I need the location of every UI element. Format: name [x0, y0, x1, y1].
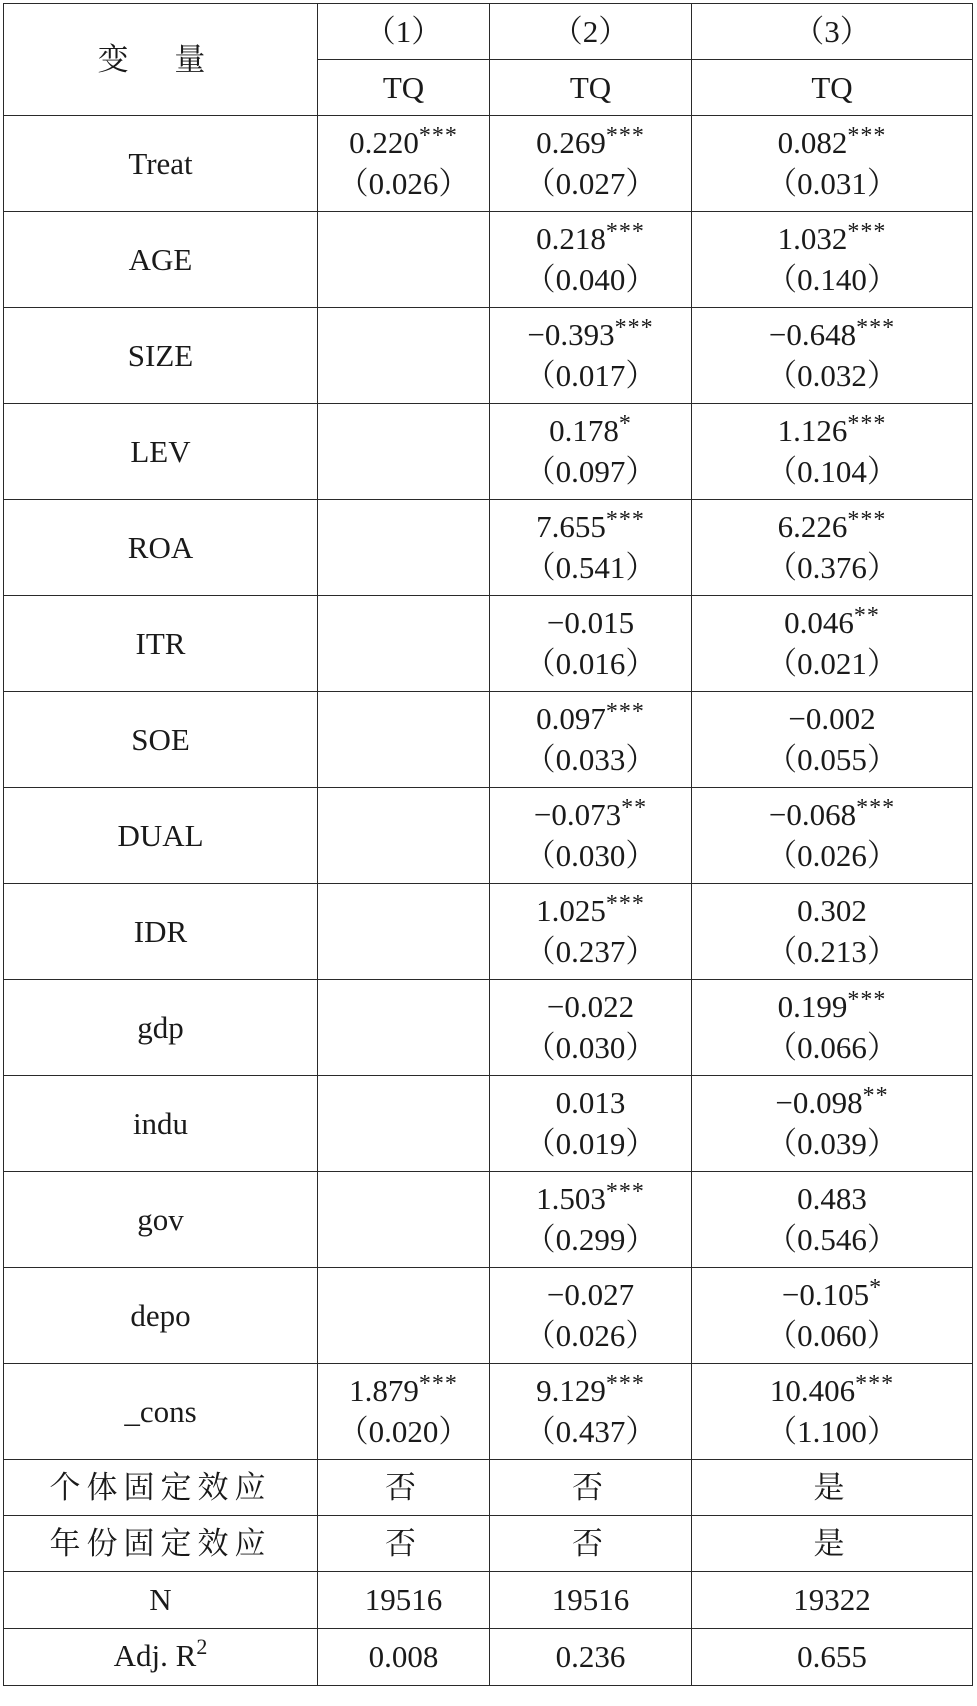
- variable-name: AGE: [4, 212, 318, 308]
- coefficient: [490, 1276, 691, 1317]
- coefficient-cell: [692, 884, 973, 980]
- adj-r2-label-cell: [4, 1629, 318, 1686]
- significance-stars: ***: [847, 123, 887, 149]
- coefficient: [318, 124, 489, 165]
- table-row: [4, 212, 973, 308]
- variable-name: SOE: [4, 692, 318, 788]
- standard-error: （0.546）: [766, 1222, 898, 1257]
- coefficient: [318, 1372, 489, 1413]
- coefficient-value: 6.226: [777, 509, 848, 544]
- coefficient: [692, 988, 972, 1029]
- variable-header: 变 量: [4, 4, 318, 116]
- coefficient: [490, 316, 691, 357]
- coefficient-cell: [318, 1076, 490, 1172]
- coefficient-value: 0.220: [349, 125, 419, 160]
- coefficient-value: 1.126: [777, 413, 848, 448]
- regression-table: [3, 3, 973, 1686]
- table-row: [4, 404, 973, 500]
- coefficient-cell: [490, 1364, 692, 1460]
- significance-stars: ***: [605, 507, 645, 533]
- fixed-effect-row: [4, 1516, 973, 1572]
- coefficient-cell: [318, 212, 490, 308]
- adj-r2-value: 0.236: [490, 1629, 692, 1686]
- coefficient: [490, 796, 691, 837]
- variable-name: LEV: [4, 404, 318, 500]
- coefficient-cell: [692, 692, 973, 788]
- coefficient: [692, 892, 972, 933]
- coefficient-cell: [490, 1076, 692, 1172]
- standard-error: （0.021）: [766, 646, 898, 681]
- coefficient-value: −0.105: [781, 1277, 870, 1312]
- significance-stars: **: [621, 795, 648, 821]
- coefficient-cell: [692, 1364, 973, 1460]
- significance-stars: ***: [847, 987, 887, 1013]
- coefficient: [692, 796, 972, 837]
- coefficient-cell: [318, 404, 490, 500]
- coefficient-cell: [490, 1268, 692, 1364]
- coefficient-value: 0.218: [536, 221, 606, 256]
- coefficient: [490, 1084, 691, 1125]
- variable-name: gdp: [4, 980, 318, 1076]
- standard-error: （0.027）: [524, 166, 657, 201]
- standard-error: （0.299）: [524, 1222, 657, 1257]
- coefficient: [692, 124, 972, 165]
- standard-error: （0.026）: [766, 838, 898, 873]
- significance-stars: ***: [856, 315, 896, 341]
- coefficient-cell: [318, 596, 490, 692]
- coefficient: [692, 700, 972, 741]
- coefficient-cell: [692, 1076, 973, 1172]
- coefficient-value: 0.013: [555, 1085, 626, 1120]
- significance-stars: ***: [605, 699, 645, 725]
- observations-value: 19516: [318, 1572, 490, 1629]
- coefficient: [490, 124, 691, 165]
- coefficient-cell: [490, 1172, 692, 1268]
- standard-error: （1.100）: [766, 1414, 898, 1449]
- coefficient-cell: [490, 500, 692, 596]
- standard-error: （0.237）: [524, 934, 657, 969]
- significance-stars: ***: [605, 219, 645, 245]
- significance-stars: ***: [605, 1371, 645, 1397]
- standard-error: （0.437）: [524, 1414, 657, 1449]
- coefficient-value: 0.483: [797, 1181, 867, 1216]
- coefficient-cell: [692, 1268, 973, 1364]
- coefficient-value: 1.879: [349, 1373, 419, 1408]
- coefficient-cell: [318, 1268, 490, 1364]
- fixed-effect-value: 否: [490, 1516, 692, 1572]
- adj-r2-superscript: 2: [196, 1633, 208, 1659]
- variable-name: Treat: [4, 116, 318, 212]
- coefficient: [490, 604, 691, 645]
- coefficient-value: −0.027: [546, 1277, 635, 1312]
- coefficient-cell: [692, 116, 973, 212]
- coefficient-cell: [318, 1172, 490, 1268]
- adj-r2-row: [4, 1629, 973, 1686]
- standard-error: （0.020）: [337, 1414, 470, 1449]
- header-row-numbers: [4, 4, 973, 60]
- coefficient-value: 9.129: [536, 1373, 606, 1408]
- standard-error: （0.140）: [766, 262, 898, 297]
- coefficient-value: −0.015: [546, 605, 635, 640]
- coefficient-value: −0.068: [768, 797, 857, 832]
- significance-stars: ***: [847, 219, 887, 245]
- coefficient-cell: [490, 788, 692, 884]
- dependent-variable: TQ: [490, 60, 692, 116]
- coefficient: [692, 220, 972, 261]
- standard-error: （0.039）: [766, 1126, 898, 1161]
- coefficient: [692, 508, 972, 549]
- column-number: （1）: [318, 4, 490, 60]
- coefficient-cell: [490, 308, 692, 404]
- table-row: [4, 1076, 973, 1172]
- coefficient-value: 7.655: [536, 509, 606, 544]
- coefficient-cell: [318, 692, 490, 788]
- coefficient-value: 0.302: [797, 893, 867, 928]
- coefficient-value: 0.046: [784, 605, 854, 640]
- coefficient-cell: [318, 500, 490, 596]
- observations-value: 19516: [490, 1572, 692, 1629]
- table-row: [4, 500, 973, 596]
- standard-error: （0.104）: [766, 454, 898, 489]
- coefficient-cell: [692, 500, 973, 596]
- adj-r2-value: 0.655: [692, 1629, 973, 1686]
- table-row: [4, 308, 973, 404]
- coefficient-value: −0.073: [533, 797, 622, 832]
- coefficient-value: −0.022: [546, 989, 635, 1024]
- standard-error: （0.055）: [766, 742, 898, 777]
- observations-label: N: [4, 1572, 318, 1629]
- coefficient: [490, 508, 691, 549]
- table-row: [4, 116, 973, 212]
- standard-error: （0.033）: [524, 742, 657, 777]
- standard-error: （0.019）: [524, 1126, 657, 1161]
- coefficient-value: 0.178: [549, 413, 619, 448]
- coefficient-cell: [490, 212, 692, 308]
- variable-name: ITR: [4, 596, 318, 692]
- significance-stars: ***: [856, 795, 896, 821]
- coefficient-cell: [490, 596, 692, 692]
- variable-name: ROA: [4, 500, 318, 596]
- significance-stars: ***: [847, 411, 887, 437]
- standard-error: （0.026）: [337, 166, 470, 201]
- coefficient-cell: [490, 884, 692, 980]
- fixed-effect-value: 否: [490, 1460, 692, 1516]
- table-row: [4, 1172, 973, 1268]
- observations-row: [4, 1572, 973, 1629]
- standard-error: （0.376）: [766, 550, 898, 585]
- standard-error: （0.097）: [524, 454, 657, 489]
- coefficient-cell: [692, 788, 973, 884]
- coefficient: [692, 1084, 972, 1125]
- table-row: [4, 980, 973, 1076]
- coefficient-cell: [692, 308, 973, 404]
- standard-error: （0.030）: [524, 1030, 657, 1065]
- fixed-effect-row: [4, 1460, 973, 1516]
- coefficient-cell: [692, 980, 973, 1076]
- standard-error: （0.031）: [766, 166, 898, 201]
- coefficient-value: 1.503: [536, 1181, 606, 1216]
- coefficient-value: −0.393: [527, 317, 615, 352]
- significance-stars: **: [862, 1083, 889, 1109]
- standard-error: （0.032）: [766, 358, 898, 393]
- coefficient-cell: [490, 116, 692, 212]
- table-row: [4, 596, 973, 692]
- standard-error: （0.541）: [524, 550, 657, 585]
- coefficient-cell: [318, 884, 490, 980]
- coefficient: [490, 220, 691, 261]
- significance-stars: ***: [605, 891, 645, 917]
- fixed-effect-label: 年份固定效应: [4, 1516, 318, 1572]
- coefficient: [490, 700, 691, 741]
- coefficient-cell: [490, 404, 692, 500]
- coefficient-cell: [490, 980, 692, 1076]
- coefficient-cell: [692, 1172, 973, 1268]
- standard-error: （0.040）: [524, 262, 657, 297]
- variable-name: SIZE: [4, 308, 318, 404]
- coefficient-cell: [318, 788, 490, 884]
- coefficient: [692, 604, 972, 645]
- coefficient-value: −0.002: [788, 701, 876, 736]
- coefficient-cell: [692, 404, 973, 500]
- fixed-effect-value: 否: [318, 1460, 490, 1516]
- column-number: （3）: [692, 4, 973, 60]
- standard-error: （0.030）: [524, 838, 657, 873]
- significance-stars: ***: [614, 315, 654, 341]
- significance-stars: ***: [418, 1371, 458, 1397]
- coefficient-value: −0.098: [775, 1085, 863, 1120]
- coefficient: [692, 1372, 972, 1413]
- coefficient-value: −0.648: [768, 317, 857, 352]
- coefficient-value: 10.406: [769, 1373, 856, 1408]
- coefficient-value: 1.025: [536, 893, 606, 928]
- observations-value: 19322: [692, 1572, 973, 1629]
- coefficient: [490, 892, 691, 933]
- coefficient-value: 0.097: [536, 701, 606, 736]
- coefficient-cell: [318, 116, 490, 212]
- standard-error: （0.066）: [766, 1030, 898, 1065]
- variable-name: DUAL: [4, 788, 318, 884]
- table-row: [4, 1268, 973, 1364]
- variable-name: gov: [4, 1172, 318, 1268]
- coefficient: [490, 1372, 691, 1413]
- standard-error: （0.017）: [524, 358, 657, 393]
- coefficient-value: 0.199: [777, 989, 848, 1024]
- adj-r2-value: 0.008: [318, 1629, 490, 1686]
- coefficient: [692, 1276, 972, 1317]
- standard-error: （0.026）: [524, 1318, 657, 1353]
- coefficient-value: 0.082: [777, 125, 848, 160]
- variable-name: _cons: [4, 1364, 318, 1460]
- standard-error: （0.213）: [766, 934, 898, 969]
- significance-stars: *: [618, 411, 632, 437]
- variable-name: depo: [4, 1268, 318, 1364]
- coefficient: [692, 1180, 972, 1221]
- column-number: （2）: [490, 4, 692, 60]
- fixed-effect-label: 个体固定效应: [4, 1460, 318, 1516]
- dependent-variable: TQ: [692, 60, 973, 116]
- variable-name: indu: [4, 1076, 318, 1172]
- coefficient-cell: [490, 692, 692, 788]
- coefficient-cell: [318, 980, 490, 1076]
- coefficient: [490, 412, 691, 453]
- coefficient-cell: [692, 212, 973, 308]
- variable-name: IDR: [4, 884, 318, 980]
- coefficient-value: 1.032: [777, 221, 848, 256]
- standard-error: （0.016）: [524, 646, 657, 681]
- table-row: [4, 788, 973, 884]
- significance-stars: ***: [847, 507, 887, 533]
- coefficient-cell: [318, 308, 490, 404]
- standard-error: （0.060）: [766, 1318, 898, 1353]
- fixed-effect-value: 是: [692, 1460, 973, 1516]
- adj-r2-label: Adj. R: [113, 1637, 197, 1673]
- dependent-variable: TQ: [318, 60, 490, 116]
- coefficient-value: 0.269: [536, 125, 606, 160]
- coefficient-cell: [318, 1364, 490, 1460]
- fixed-effect-value: 是: [692, 1516, 973, 1572]
- significance-stars: *: [869, 1275, 883, 1301]
- significance-stars: **: [853, 603, 880, 629]
- coefficient: [490, 988, 691, 1029]
- significance-stars: ***: [605, 123, 645, 149]
- significance-stars: ***: [855, 1371, 895, 1397]
- coefficient-cell: [692, 596, 973, 692]
- table-row: [4, 1364, 973, 1460]
- significance-stars: ***: [418, 123, 458, 149]
- coefficient: [490, 1180, 691, 1221]
- coefficient: [692, 316, 972, 357]
- significance-stars: ***: [605, 1179, 645, 1205]
- coefficient: [692, 412, 972, 453]
- table-row: [4, 692, 973, 788]
- table-row: [4, 884, 973, 980]
- fixed-effect-value: 否: [318, 1516, 490, 1572]
